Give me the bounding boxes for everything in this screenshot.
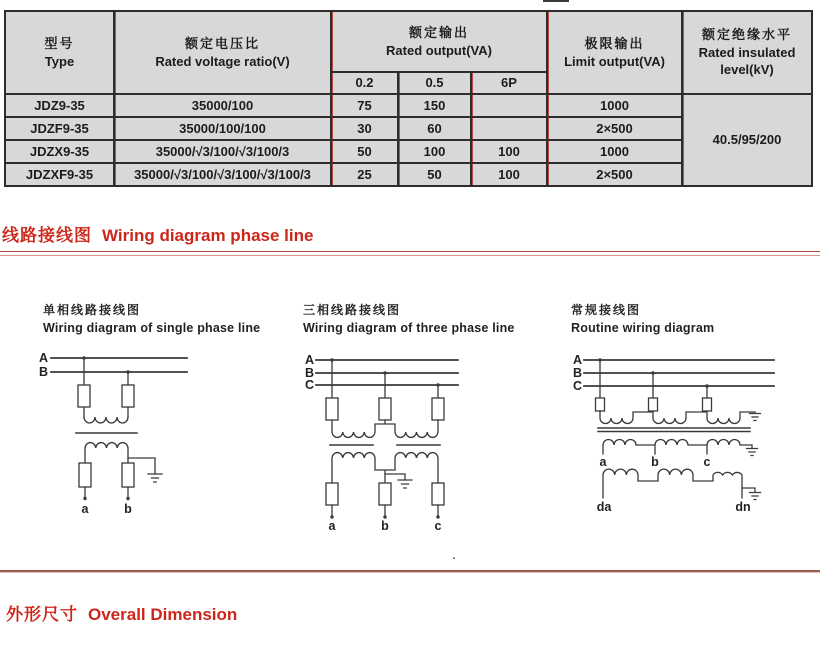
header-type-zh: 型号 bbox=[44, 35, 75, 51]
fuse bbox=[122, 385, 134, 407]
secondary-winding-chain bbox=[603, 440, 752, 455]
cell-limit: 1000 bbox=[547, 140, 682, 163]
header-ratio bbox=[114, 11, 331, 94]
section-title-dimension-zh: 外形尺寸 bbox=[6, 605, 78, 624]
header-type-en: Type bbox=[44, 53, 75, 69]
subheader-0-5: 0.5 bbox=[398, 72, 471, 94]
header-type bbox=[5, 11, 114, 94]
primary-leads bbox=[600, 360, 707, 398]
cell-type: JDZXF9-35 bbox=[5, 163, 114, 186]
header-rated-output bbox=[331, 11, 547, 72]
terminal-node bbox=[83, 497, 86, 500]
caption-routine bbox=[571, 301, 714, 335]
terminal-label-b: b bbox=[651, 455, 659, 469]
header-insulated bbox=[682, 11, 812, 94]
cell-limit: 2×500 bbox=[547, 163, 682, 186]
fuse bbox=[379, 483, 391, 505]
caption-three-phase-en: Wiring diagram of three phase line bbox=[303, 321, 515, 335]
caption-routine-en: Routine wiring diagram bbox=[571, 321, 715, 335]
section-title-dimension-en: Overall Dimension bbox=[88, 605, 238, 624]
section-title-dimension bbox=[6, 600, 237, 625]
terminal-label-b: b bbox=[124, 502, 132, 516]
terminal-label-b: b bbox=[381, 519, 389, 533]
fuse bbox=[78, 385, 90, 407]
header-rated-output-en: Rated output(VA) bbox=[386, 42, 492, 58]
primary-winding-coil bbox=[84, 417, 128, 423]
single-phase-svg bbox=[30, 345, 260, 520]
cell-output-05: 60 bbox=[398, 117, 471, 140]
phase-label-C: C bbox=[304, 378, 314, 392]
secondary-winding-coil bbox=[85, 443, 128, 448]
auxiliary-winding-chain bbox=[603, 469, 742, 498]
three-phase-svg bbox=[300, 348, 550, 533]
cell-output-05: 50 bbox=[398, 163, 471, 186]
terminal-label-c: c bbox=[703, 455, 711, 469]
primary-winding-coils bbox=[332, 420, 438, 437]
primary-leads bbox=[332, 360, 438, 398]
ground-icon bbox=[750, 414, 761, 421]
terminal-label-dn: dn bbox=[735, 500, 751, 514]
ground-icon bbox=[750, 493, 761, 500]
phase-label-B: B bbox=[304, 366, 314, 380]
cell-output-02: 30 bbox=[331, 117, 398, 140]
subheader-6p: 6P bbox=[471, 72, 547, 94]
fuse bbox=[326, 398, 338, 420]
cell-ratio: 35000/100 bbox=[114, 94, 331, 117]
ground-icon bbox=[747, 449, 758, 456]
fuse bbox=[79, 463, 91, 487]
cell-output-6p bbox=[471, 94, 547, 117]
header-insulated-en2: level(kV) bbox=[720, 62, 774, 78]
primary-winding-chain bbox=[600, 411, 755, 424]
ground-icon bbox=[148, 474, 162, 482]
caption-single-phase bbox=[43, 301, 260, 335]
cell-output-02: 50 bbox=[331, 140, 398, 163]
section-title-wiring-en: Wiring diagram phase line bbox=[102, 226, 314, 245]
header-ratio-en: Rated voltage ratio(V) bbox=[155, 53, 290, 69]
cell-type: JDZX9-35 bbox=[5, 140, 114, 163]
three-phase-wiring-diagram bbox=[300, 348, 550, 533]
fuse bbox=[596, 398, 605, 411]
subheader-0-2: 0.2 bbox=[331, 72, 398, 94]
ground-lead bbox=[385, 474, 405, 480]
header-insulated-en1: Rated insulated bbox=[698, 44, 796, 60]
fuse bbox=[432, 483, 444, 505]
maroon-divider-rule bbox=[0, 570, 820, 573]
phase-label-A: A bbox=[304, 353, 314, 367]
ground-icon bbox=[398, 480, 412, 488]
header-limit-output-zh: 极限输出 bbox=[584, 35, 645, 51]
secondary-winding-coils bbox=[332, 453, 438, 483]
fuse bbox=[703, 398, 712, 411]
core-double-bar bbox=[598, 428, 750, 432]
terminal-label-c: c bbox=[434, 519, 442, 533]
fuse bbox=[432, 398, 444, 420]
fuse bbox=[326, 483, 338, 505]
scan-artifact-line bbox=[543, 0, 569, 2]
cell-limit: 1000 bbox=[547, 94, 682, 117]
secondary-leads bbox=[332, 505, 438, 516]
fuse bbox=[649, 398, 658, 411]
terminal-label-a: a bbox=[81, 502, 89, 516]
cell-output-02: 25 bbox=[331, 163, 398, 186]
cell-type: JDZ9-35 bbox=[5, 94, 114, 117]
cell-limit: 2×500 bbox=[547, 117, 682, 140]
header-rated-output-zh: 额定输出 bbox=[408, 24, 469, 40]
phase-label-A: A bbox=[38, 351, 48, 365]
phase-label-C: C bbox=[572, 379, 582, 393]
routine-svg bbox=[570, 350, 820, 515]
section-title-wiring bbox=[2, 221, 313, 246]
phase-label-B: B bbox=[572, 366, 582, 380]
cell-output-02: 75 bbox=[331, 94, 398, 117]
fuse bbox=[379, 398, 391, 420]
cell-type: JDZF9-35 bbox=[5, 117, 114, 140]
phase-label-B: B bbox=[38, 365, 48, 379]
stray-period: . bbox=[452, 546, 457, 563]
cell-ratio: 35000/√3/100/√3/100/√3/100/3 bbox=[114, 163, 331, 186]
cell-ratio: 35000/100/100 bbox=[114, 117, 331, 140]
cell-output-6p bbox=[471, 117, 547, 140]
terminal-label-a: a bbox=[328, 519, 336, 533]
terminal-label-a: a bbox=[599, 455, 607, 469]
caption-single-phase-en: Wiring diagram of single phase line bbox=[43, 321, 261, 335]
header-limit-output bbox=[547, 11, 682, 94]
caption-three-phase-zh: 三相线路接线图 bbox=[303, 303, 402, 317]
caption-single-phase-zh: 单相线路接线图 bbox=[43, 303, 142, 317]
cell-output-6p: 100 bbox=[471, 140, 547, 163]
fuse bbox=[122, 463, 134, 487]
caption-routine-zh: 常规接线图 bbox=[571, 303, 642, 317]
header-insulated-zh: 额定绝缘水平 bbox=[701, 27, 792, 43]
cell-insulated-merged: 40.5/95/200 bbox=[682, 94, 812, 186]
routine-wiring-diagram bbox=[570, 350, 820, 515]
ground-lead bbox=[742, 488, 755, 492]
section-title-wiring-zh: 线路接线图 bbox=[2, 226, 92, 245]
single-phase-wiring-diagram bbox=[30, 345, 260, 520]
spec-table bbox=[4, 10, 813, 187]
caption-three-phase bbox=[303, 301, 515, 335]
red-divider-rule bbox=[0, 251, 820, 256]
phase-label-A: A bbox=[572, 353, 582, 367]
cell-ratio: 35000/√3/100/√3/100/3 bbox=[114, 140, 331, 163]
cell-output-05: 150 bbox=[398, 94, 471, 117]
header-limit-output-en: Limit output(VA) bbox=[564, 53, 665, 69]
cell-output-05: 100 bbox=[398, 140, 471, 163]
header-ratio-zh: 额定电压比 bbox=[184, 35, 260, 51]
terminal-node bbox=[126, 497, 129, 500]
terminal-label-da: da bbox=[596, 500, 612, 514]
cell-output-6p: 100 bbox=[471, 163, 547, 186]
